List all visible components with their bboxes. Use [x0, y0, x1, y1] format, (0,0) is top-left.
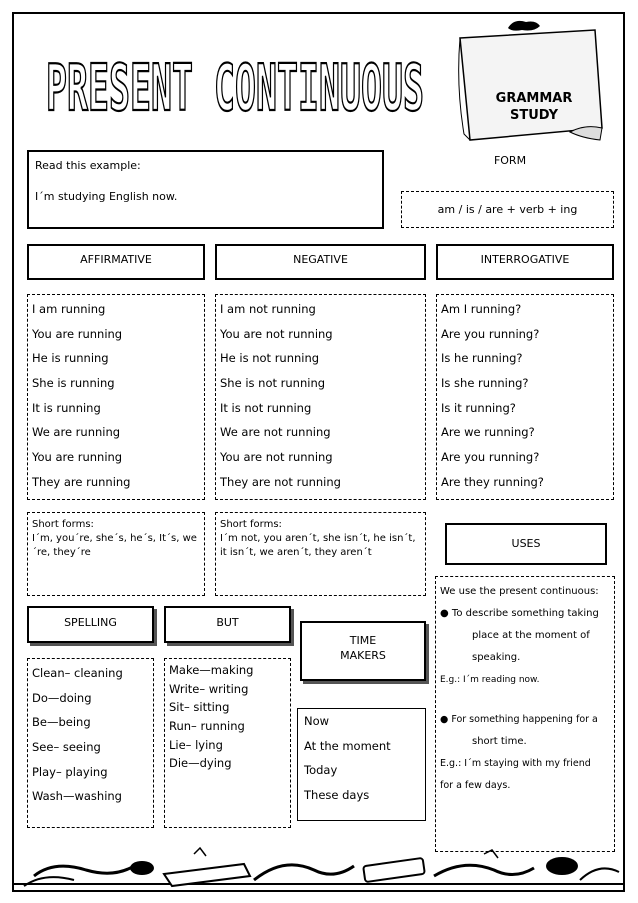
list-item: Are they running?	[441, 474, 544, 489]
short-forms-text: I´m, you´re, she´s, he´s, It´s, we´re, they´re	[32, 533, 197, 558]
uses-heading-box	[445, 523, 607, 565]
example-sentence: I´m studying English now.	[35, 190, 178, 203]
list-item: You are not running	[220, 450, 333, 465]
list-item: I am not running	[220, 302, 316, 316]
sticky-note	[450, 16, 610, 146]
affirmative-heading-box	[27, 244, 205, 280]
spelling-heading: SPELLING	[64, 616, 117, 629]
time-makers-heading-1: TIME	[349, 634, 377, 647]
list-item: Am I running?	[441, 302, 522, 316]
list-item: He is not running	[220, 351, 320, 366]
time-makers-heading-box	[300, 621, 426, 681]
list-item: Is he running?	[441, 351, 523, 366]
form-formula-box	[401, 191, 614, 228]
affirmative-heading: AFFIRMATIVE	[80, 253, 152, 266]
list-item: She is running	[32, 376, 115, 391]
decorative-border	[14, 846, 624, 890]
list-item: You are running	[32, 326, 123, 341]
list-item: We are not running	[220, 425, 331, 440]
negative-short-forms	[215, 512, 426, 596]
negative-heading-box	[215, 244, 426, 280]
affirmative-short-forms	[27, 512, 205, 596]
time-makers-heading-2: MAKERS	[340, 649, 386, 662]
page-title	[40, 38, 430, 132]
uses-bullet-1-cont-1: place at the moment of	[472, 630, 590, 641]
uses-bullet-2-cont: short time.	[472, 736, 527, 747]
list-item: Run– running	[169, 719, 245, 734]
list-item: He is running	[32, 351, 109, 366]
list-item: Is she running?	[441, 376, 529, 391]
uses-box	[435, 576, 615, 852]
uses-example-2-cont: for a few days.	[440, 780, 511, 791]
note-line-1: GRAMMAR	[495, 91, 573, 106]
list-item: Are you running?	[441, 326, 540, 341]
list-item: Do—doing	[32, 690, 92, 705]
uses-bullet-2: For something happening for a	[451, 714, 598, 725]
list-item: Be—being	[32, 715, 91, 730]
title-text: PRESENT CONTINUOUS	[46, 52, 424, 126]
but-heading: BUT	[216, 616, 239, 629]
form-heading: FORM	[493, 154, 527, 167]
negative-list	[215, 294, 426, 500]
interrogative-heading: INTERROGATIVE	[480, 253, 570, 266]
uses-example-1: E.g.: I´m reading now.	[440, 675, 540, 685]
but-heading-box	[164, 606, 291, 643]
short-forms-text: I´m not, you aren´t, she isn´t, he isn´t, it isn´t, we aren´t, they aren´t	[220, 533, 416, 558]
list-item: You are not running	[220, 326, 333, 341]
but-list	[164, 658, 291, 828]
interrogative-heading-box	[436, 244, 614, 280]
list-item: Sit– sitting	[169, 700, 230, 715]
negative-heading: NEGATIVE	[293, 253, 348, 266]
list-item: Play– playing	[32, 764, 108, 779]
short-forms-heading: Short forms:	[32, 519, 94, 530]
time-makers-list	[297, 708, 426, 821]
affirmative-list	[27, 294, 205, 500]
uses-example-2: E.g.: I´m staying with my friend	[440, 758, 591, 769]
list-item: Clean– cleaning	[32, 666, 123, 680]
uses-bullet-1-cont-2: speaking.	[472, 652, 521, 663]
list-item: Lie– lying	[169, 737, 223, 752]
list-item: I am running	[32, 302, 106, 316]
uses-intro: We use the present continuous:	[440, 586, 599, 597]
list-item: It is not running	[220, 400, 312, 415]
list-item: They are running	[32, 474, 131, 489]
list-item: Today	[304, 763, 338, 778]
spelling-list	[27, 658, 154, 828]
example-heading: Read this example:	[35, 159, 141, 172]
list-item: See– seeing	[32, 740, 101, 755]
list-item: We are running	[32, 425, 121, 440]
list-item: Is it running?	[441, 400, 516, 415]
list-item: Are we running?	[441, 425, 535, 440]
form-formula: am / is / are + verb + ing	[437, 203, 578, 216]
note-line-2: STUDY	[509, 108, 559, 123]
list-item: Wash—washing	[32, 789, 122, 804]
list-item: Write– writing	[169, 681, 249, 696]
bullet-icon: ●	[440, 608, 452, 619]
list-item: Die—dying	[169, 756, 232, 771]
short-forms-heading: Short forms:	[220, 519, 282, 530]
list-item: Make—making	[169, 663, 254, 677]
list-item: She is not running	[220, 376, 326, 391]
uses-bullet-1: To describe something taking	[451, 608, 599, 619]
spelling-heading-box	[27, 606, 154, 643]
list-item: It is running	[32, 400, 101, 415]
pin-icon	[508, 21, 540, 31]
list-item: They are not running	[220, 474, 341, 489]
list-item: Now	[304, 714, 330, 728]
list-item: These days	[304, 788, 370, 803]
uses-heading: USES	[511, 537, 541, 550]
bullet-icon: ●	[440, 714, 452, 725]
example-box	[27, 150, 384, 229]
list-item: At the moment	[304, 738, 391, 753]
list-item: You are running	[32, 450, 123, 465]
interrogative-list	[436, 294, 614, 500]
list-item: Are you running?	[441, 450, 540, 465]
